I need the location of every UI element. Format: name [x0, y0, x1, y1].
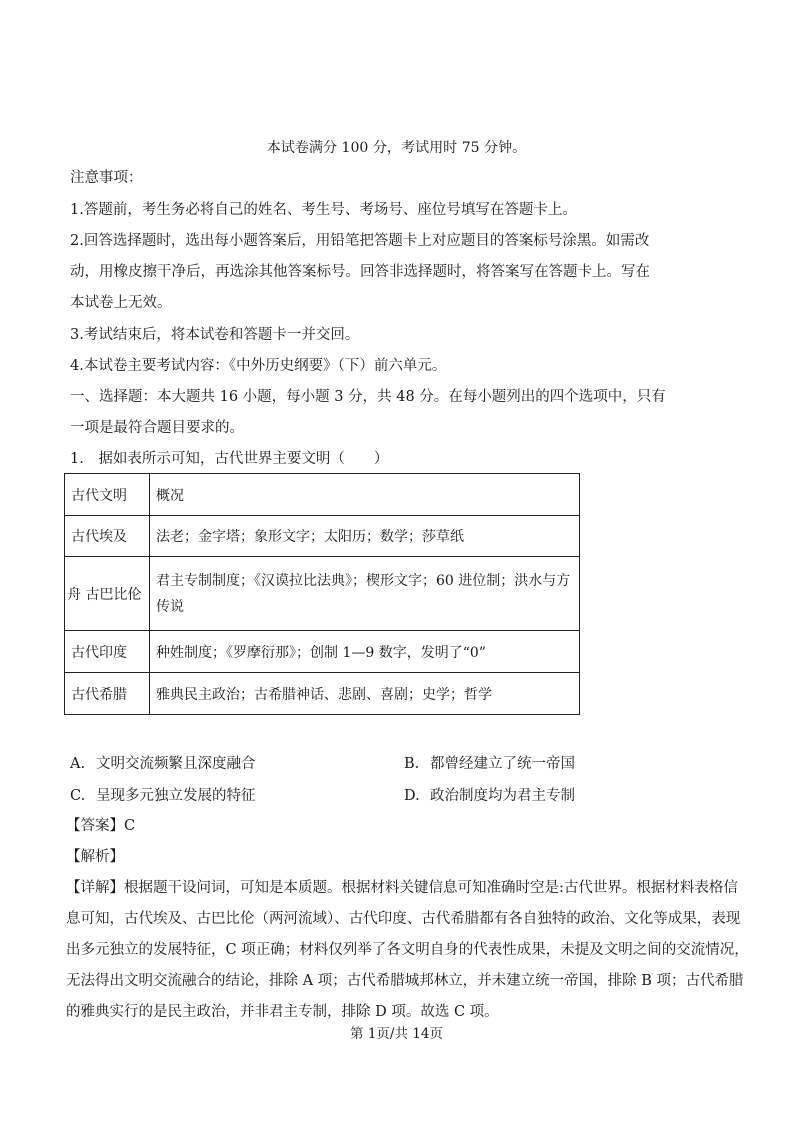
note-item-2-line-1: 2.回答选择题时，选出每小题答案后，用铅笔把答题卡上对应题目的答案标号涂黑。如需改 [70, 233, 650, 249]
table-cell: 法老；金字塔；象形文字；太阳历；数学；莎草纸 [150, 516, 580, 557]
civilization-table [64, 473, 580, 715]
table-row [65, 474, 580, 516]
table-cell: 古代埃及 [65, 516, 150, 557]
note-item-2-line-2: 动，用橡皮擦干净后，再选涂其他答案标号。回答非选择题时，将答案写在答题卡上。写在 [70, 264, 650, 280]
note-item-1: 1.答题前，考生务必将自己的姓名、考生号、考场号、座位号填写在答题卡上。 [70, 202, 577, 218]
notes-title: 注意事项： [70, 170, 143, 186]
detail-line-1: 【详解】根据题干设问词，可知是本质题。根据材料关键信息可知准确时空是:古代世界。根据材料表格信 [66, 880, 738, 896]
section-instruction-line-1: 一、选择题：本大题共 16 小题，每小题 3 分，共 48 分。在每小题列出的四个选项中，只有 [70, 389, 666, 405]
note-item-4: 4.本试卷主要考试内容：《中外历史纲要》（下）前六单元。 [70, 358, 447, 374]
option-d [404, 786, 575, 806]
option-key: C. [70, 788, 86, 804]
detail-line-3: 出多元独立的发展特征，C 项正确；材料仅列举了各文明自身的代表性成果，未提及文明之间的交流情况， [66, 942, 749, 958]
answer-value: C [124, 818, 136, 834]
option-text: 都曾经建立了统一帝国 [430, 756, 575, 772]
note-item-3: 3.考试结束后，将本试卷和答题卡一并交回。 [70, 327, 360, 343]
analysis-label: 【解析】 [66, 849, 124, 865]
table-row [65, 516, 580, 557]
detail-line-2: 息可知，古代埃及、古巴比伦（两河流域）、古代印度、古代希腊都有各自独特的政治、文化等成果，表现 [66, 911, 741, 927]
answer-label: 【答案】 [66, 818, 124, 834]
table-cell-line: 君主专制制度；《汉谟拉比法典》；楔形文字；60 进位制；洪水与方 [156, 572, 571, 589]
option-text: 文明交流频繁且深度融合 [96, 756, 256, 772]
option-b [404, 754, 575, 774]
option-a [70, 754, 256, 774]
option-text: 呈现多元独立发展的特征 [96, 788, 256, 804]
detail-line-4: 无法得出文明交流融合的结论，排除 A 项；古代希腊城邦林立，并未建立统一帝国，排除 B 项；古代希腊 [66, 973, 744, 989]
table-cell: 古代印度 [65, 631, 150, 673]
table-row [65, 557, 580, 631]
table-header-cell: 古代文明 [65, 474, 150, 516]
table-cell: 雅典民主政治；古希腊神话、悲剧、喜剧；史学；哲学 [150, 673, 580, 715]
page-number: 第 1页/共 14页 [350, 1026, 443, 1042]
exam-info: 本试卷满分 100 分，考试用时 75 分钟。 [266, 140, 527, 156]
table-cell-line: 传说 [156, 598, 184, 615]
option-key: D. [404, 788, 420, 804]
answer [66, 816, 135, 836]
table-cell: 古代希腊 [65, 673, 150, 715]
table-header-cell: 概况 [150, 474, 580, 516]
table-row [65, 631, 580, 673]
option-key: B. [404, 756, 420, 772]
note-item-2-line-3: 本试卷上无效。 [70, 295, 172, 311]
option-key: A. [70, 756, 86, 772]
question-stem: 1. 据如表所示可知，古代世界主要文明（ ） [70, 451, 389, 467]
option-text: 政治制度均为君主专制 [430, 788, 575, 804]
table-cell: 舟 古巴比伦 [65, 557, 150, 631]
table-cell [150, 557, 580, 631]
option-c [70, 786, 256, 806]
detail-line-5: 的雅典实行的是民主政治，并非君主专制，排除 D 项。故选 C 项。 [66, 1004, 499, 1020]
table-cell: 种姓制度；《罗摩衍那》；创制 1—9 数字，发明了“0” [150, 631, 580, 673]
table-row [65, 673, 580, 715]
section-instruction-line-2: 一项是最符合题目要求的。 [70, 420, 244, 436]
